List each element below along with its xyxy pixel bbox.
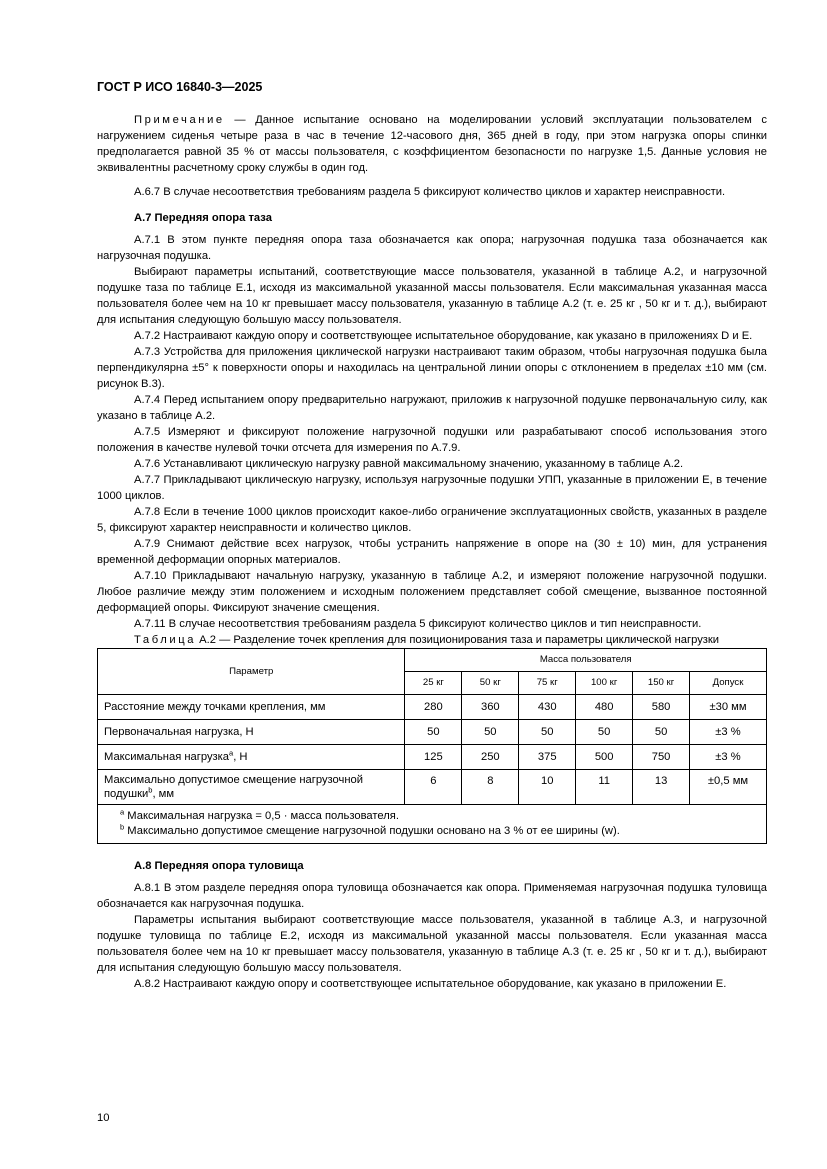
- column-group-header: Масса пользователя: [405, 649, 767, 672]
- row-label-tail: , Н: [233, 751, 248, 763]
- paragraph: А.7.2 Настраивают каждую опору и соответствующее испытательное оборудование, как указано в приложениях D и E.: [134, 330, 753, 342]
- note-text: — Данное испытание основано на моделировании условий эксплуатации пользователем с нагружением сиденья четыре раза в час в течение 12-часового дня, 365 дней в году, при этом нагрузка опоры спинки предполагается равной 35 % от массы пользователя, с коэффициентом безопасности по нагрузке 1,5. Данные условия не эквивалентны расчетному сроку службы в один год.: [97, 114, 767, 174]
- table-cell: 750: [633, 745, 690, 770]
- row-label: [98, 720, 405, 745]
- table-cell: 430: [519, 695, 576, 720]
- paragraph-a67: А.6.7 В случае несоответствия требованиям раздела 5 фиксируют количество циклов и характер неисправности.: [134, 186, 726, 198]
- paragraph: А.7.10 Прикладывают начальную нагрузку, указанную в таблице А.2, и измеряют положение нагрузочной подушки. Любое различие между этим положением и исходным положением представляет собой смещение, вызванное постоянной деформацией опоры. Фиксируют значение смещения.: [97, 570, 767, 614]
- table-cell: 580: [633, 695, 690, 720]
- table-notes-row: [98, 805, 767, 844]
- section-heading-a7: А.7 Передняя опора таза: [134, 212, 272, 224]
- column-header: Допуск: [690, 672, 767, 695]
- paragraph: Выбирают параметры испытаний, соответствующие массе пользователя, указанной в таблице А.2, и нагрузочной подушке таза по таблице Е.1, исходя из максимальной указанной массы пользователя. Если максимальная указанная масса пользователя более чем на 10 кг превышает массу пользователя, указанную в таблице А.2 (т. е. 25 кг , 50 кг и т. д.), выбирают для испытания следующую большую массу пользователя.: [97, 266, 767, 326]
- column-header: 75 кг: [519, 672, 576, 695]
- table-cell: 500: [576, 745, 633, 770]
- table-cell: 6: [405, 770, 462, 805]
- table-header-row: [98, 649, 767, 672]
- column-header: 150 кг: [633, 672, 690, 695]
- row-label: [98, 770, 405, 805]
- table-caption: [97, 632, 767, 648]
- footnote-marker: a: [229, 748, 234, 758]
- paragraph: А.7.6 Устанавливают циклическую нагрузку равной максимальному значению, указанному в таблице А.2.: [134, 458, 684, 470]
- column-header: 100 кг: [576, 672, 633, 695]
- table-cell: 50: [405, 720, 462, 745]
- table-cell: 50: [633, 720, 690, 745]
- page-number: 10: [97, 1112, 110, 1124]
- table-cell: ±3 %: [690, 745, 767, 770]
- table-cell: ±0,5 мм: [690, 770, 767, 805]
- table-cell: 250: [462, 745, 519, 770]
- table-caption-text: А.2 — Разделение точек крепления для позиционирования таза и параметры циклической нагрузки: [196, 634, 720, 646]
- table-row: [98, 770, 767, 805]
- row-label: [98, 695, 405, 720]
- table-notes: [98, 805, 767, 844]
- table-note-text: Максимальная нагрузка = 0,5 · масса пользователя.: [124, 810, 399, 822]
- paragraph: А.7.8 Если в течение 1000 циклов происходит какое-либо ограничение эксплуатационных свойств, указанных в разделе 5, фиксируют характер неисправности и количество циклов.: [97, 506, 767, 534]
- row-label-text: Расстояние между точками крепления, мм: [104, 701, 326, 713]
- paragraph: А.8.1 В этом разделе передняя опора туловища обозначается как опора. Применяемая нагрузочная подушка туловища обозначается как нагрузочная подушка.: [97, 882, 767, 910]
- table-cell: ±30 мм: [690, 695, 767, 720]
- column-header: 25 кг: [405, 672, 462, 695]
- table-cell: 10: [519, 770, 576, 805]
- paragraph: А.7.3 Устройства для приложения циклической нагрузки настраивают таким образом, чтобы нагрузочная подушка была перпендикулярна ±5° к поверхности опоры и находилась на центральной линии опоры с отклонением в пределах ±10 мм (см. рисунок В.3).: [97, 346, 767, 390]
- row-label-text: Первоначальная нагрузка, Н: [104, 726, 254, 738]
- section-heading-a8: А.8 Передняя опора туловища: [134, 860, 304, 872]
- table-note-text: Максимально допустимое смещение нагрузочной подушки основано на 3 % от ее ширины (w).: [124, 825, 620, 837]
- table-cell: 50: [576, 720, 633, 745]
- table-cell: 280: [405, 695, 462, 720]
- table-cell: 125: [405, 745, 462, 770]
- column-header-parameter: Параметр: [98, 649, 405, 695]
- paragraph: А.7.9 Снимают действие всех нагрузок, чтобы устранить напряжение в опоре на (30 ± 10) мин, для устранения временной деформации опорных материалов.: [97, 538, 767, 566]
- table-caption-label: Таблица: [134, 634, 197, 646]
- table-cell: 13: [633, 770, 690, 805]
- table-cell: 480: [576, 695, 633, 720]
- table-row: [98, 695, 767, 720]
- table-row: [98, 745, 767, 770]
- table-cell: ±3 %: [690, 720, 767, 745]
- table-note: [120, 824, 760, 839]
- footnote-marker: a: [120, 807, 125, 817]
- table-a2: [97, 648, 767, 844]
- document-body: [97, 112, 767, 992]
- note-paragraph: [97, 112, 767, 176]
- table-cell: 375: [519, 745, 576, 770]
- table-cell: 8: [462, 770, 519, 805]
- table-row: [98, 720, 767, 745]
- table-cell: 11: [576, 770, 633, 805]
- column-header: 50 кг: [462, 672, 519, 695]
- paragraph: А.7.4 Перед испытанием опору предварительно нагружают, приложив к нагрузочной подушке первоначальную силу, как указано в таблице А.2.: [97, 394, 767, 422]
- paragraph: Параметры испытания выбирают соответствующие массе пользователя, указанной в таблице А.3, и нагрузочной подушке туловища по таблице Е.2, исходя из максимальной указанной массы пользователя. Если указанная масса пользователя более чем на 10 кг превышает массу пользователя, указанную в таблице А.3 (т. е. 25 кг , 50 кг и т. д.), выбирают для испытания следующую большую массу пользователя.: [97, 914, 767, 974]
- document-header: ГОСТ Р ИСО 16840-3—2025: [97, 80, 263, 94]
- row-label-tail: , мм: [152, 788, 175, 800]
- paragraph: А.7.11 В случае несоответствия требованиям раздела 5 фиксируют количество циклов и тип неисправности.: [134, 618, 702, 630]
- paragraph: А.7.5 Измеряют и фиксируют положение нагрузочной подушки или разрабатывают способ использования этого положения в качестве нулевой точки отсчета для измерения по А.7.9.: [97, 426, 767, 454]
- row-label: [98, 745, 405, 770]
- note-label: Примечание: [134, 114, 225, 126]
- row-label-text: Максимально допустимое смещение нагрузочной подушки: [104, 774, 363, 800]
- paragraph: А.7.1 В этом пункте передняя опора таза обозначается как опора; нагрузочная подушка таза обозначается как нагрузочная подушка.: [97, 234, 767, 262]
- paragraph: А.7.7 Прикладывают циклическую нагрузку, используя нагрузочные подушки УПП, указанные в приложении Е, в течение 1000 циклов.: [97, 474, 767, 502]
- table-cell: 360: [462, 695, 519, 720]
- table-cell: 50: [462, 720, 519, 745]
- table-cell: 50: [519, 720, 576, 745]
- row-label-text: Максимальная нагрузка: [104, 751, 230, 763]
- paragraph: А.8.2 Настраивают каждую опору и соответствующее испытательное оборудование, как указано в приложении Е.: [134, 978, 727, 990]
- footnote-marker: b: [148, 785, 153, 795]
- footnote-marker: b: [120, 822, 125, 832]
- table-note: [120, 809, 760, 824]
